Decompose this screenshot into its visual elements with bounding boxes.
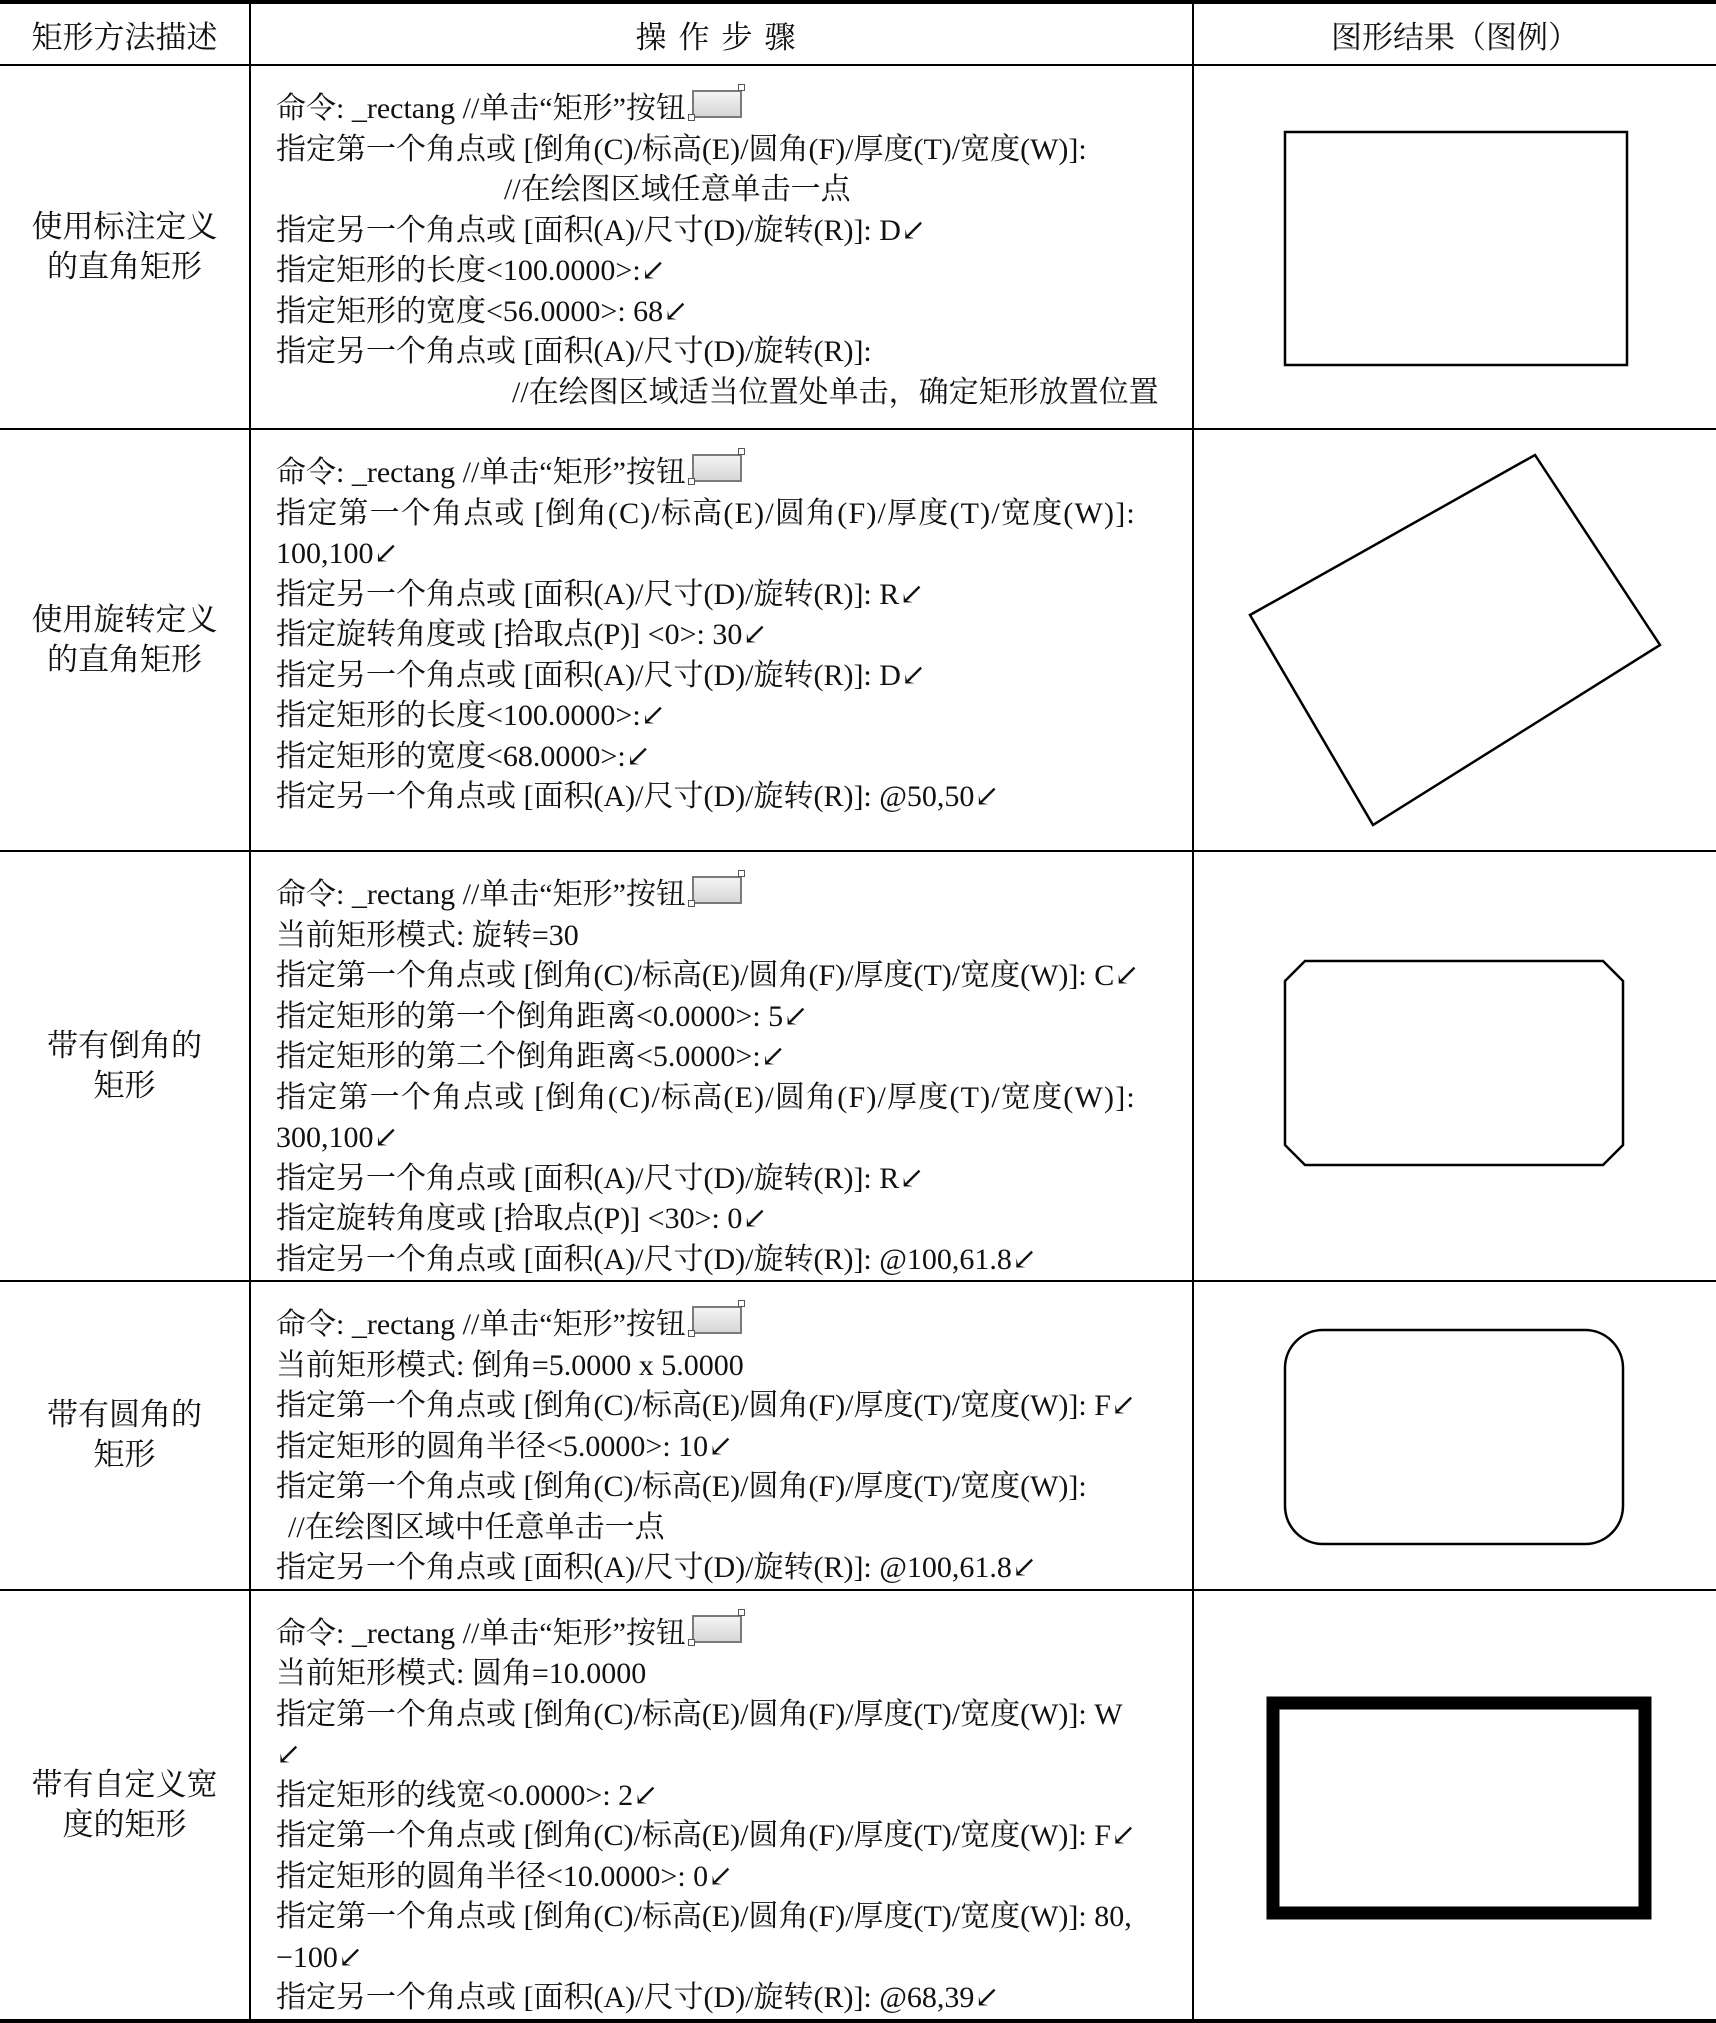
operation-steps bbox=[250, 851, 1193, 1281]
step-line: 指定第一个角点或 [倒角(C)/标高(E)/圆角(F)/厚度(T)/宽度(W)]: bbox=[276, 496, 1136, 530]
step-line: 指定矩形的线宽<0.0000>: 2↙ bbox=[276, 1778, 659, 1812]
rectangle-button-icon bbox=[688, 1609, 746, 1645]
step-line: 指定另一个角点或 [面积(A)/尺寸(D)/旋转(R)]: @68,39↙ bbox=[276, 1981, 1000, 2014]
table-row bbox=[0, 851, 1716, 1281]
step-line: 命令: _rectang //单击“矩形”按钮 bbox=[276, 448, 1192, 494]
step-line: //在绘图区域中任意单击一点 bbox=[288, 1510, 665, 1544]
rectangle-button-icon bbox=[688, 448, 746, 484]
desc-line: 矩形 bbox=[93, 1068, 156, 1103]
step-line: 指定另一个角点或 [面积(A)/尺寸(D)/旋转(R)]: @100,61.8↙ bbox=[276, 1551, 1038, 1584]
step-line: −100↙ bbox=[276, 1940, 364, 1974]
rounded-rectangle-icon bbox=[1275, 1320, 1635, 1550]
step-line: 指定第一个角点或 [倒角(C)/标高(E)/圆角(F)/厚度(T)/宽度(W)]: bbox=[276, 1080, 1136, 1114]
step-line: 指定另一个角点或 [面积(A)/尺寸(D)/旋转(R)]: @100,61.8↙ bbox=[276, 1242, 1038, 1276]
table-row bbox=[0, 429, 1716, 851]
step-line: 300,100↙ bbox=[276, 1121, 399, 1154]
step-line: 命令: _rectang //单击“矩形”按钮 bbox=[276, 1609, 1192, 1655]
desc-line: 使用旋转定义 bbox=[31, 602, 218, 637]
step-line: 指定另一个角点或 [面积(A)/尺寸(D)/旋转(R)]: R↙ bbox=[276, 577, 925, 611]
step-line: 100,100↙ bbox=[276, 537, 399, 570]
step-line: 指定第一个角点或 [倒角(C)/标高(E)/圆角(F)/厚度(T)/宽度(W)]: bbox=[276, 132, 1087, 166]
table-row bbox=[0, 1590, 1716, 2021]
step-line: 指定第一个角点或 [倒角(C)/标高(E)/圆角(F)/厚度(T)/宽度(W)]: 80, bbox=[276, 1900, 1132, 1933]
desc-line: 的直角矩形 bbox=[47, 642, 202, 677]
step-line: 指定第一个角点或 [倒角(C)/标高(E)/圆角(F)/厚度(T)/宽度(W)]: W bbox=[276, 1697, 1123, 1731]
result-figure bbox=[1193, 1590, 1716, 2021]
method-description bbox=[0, 1590, 250, 2021]
step-line: 当前矩形模式: 旋转=30 bbox=[276, 918, 579, 952]
desc-line: 带有倒角的 bbox=[47, 1028, 202, 1063]
result-figure bbox=[1193, 1281, 1716, 1590]
result-figure bbox=[1193, 851, 1716, 1281]
step-line: 指定第一个角点或 [倒角(C)/标高(E)/圆角(F)/厚度(T)/宽度(W)]: bbox=[276, 1470, 1087, 1503]
step-line: 指定第一个角点或 [倒角(C)/标高(E)/圆角(F)/厚度(T)/宽度(W)]: F↙ bbox=[276, 1819, 1137, 1852]
method-description bbox=[0, 851, 250, 1281]
step-line: 指定矩形的圆角半径<5.0000>: 10↙ bbox=[276, 1429, 734, 1463]
desc-line: 带有圆角的 bbox=[47, 1397, 202, 1433]
rectangle-button-icon bbox=[688, 1300, 746, 1336]
operation-steps bbox=[250, 1590, 1193, 2021]
step-line: ↙ bbox=[276, 1738, 302, 1771]
header-method: 矩形方法描述 bbox=[0, 2, 250, 65]
operation-steps bbox=[250, 65, 1193, 429]
rectangle-button-icon bbox=[688, 84, 746, 120]
step-line: 指定另一个角点或 [面积(A)/尺寸(D)/旋转(R)]: bbox=[276, 335, 872, 368]
rectangle-button-icon bbox=[688, 870, 746, 906]
step-line: 指定第一个角点或 [倒角(C)/标高(E)/圆角(F)/厚度(T)/宽度(W)]: F↙ bbox=[276, 1389, 1137, 1422]
operation-steps bbox=[250, 1281, 1193, 1590]
result-figure bbox=[1193, 429, 1716, 851]
step-line: 当前矩形模式: 倒角=5.0000 x 5.0000 bbox=[276, 1348, 744, 1382]
step-line: 指定另一个角点或 [面积(A)/尺寸(D)/旋转(R)]: @50,50↙ bbox=[276, 780, 1000, 813]
step-line: 指定矩形的圆角半径<10.0000>: 0↙ bbox=[276, 1859, 734, 1893]
step-line: 指定矩形的长度<100.0000>:↙ bbox=[276, 699, 666, 732]
chamfered-rectangle-icon bbox=[1275, 951, 1635, 1181]
step-line: 指定另一个角点或 [面积(A)/尺寸(D)/旋转(R)]: D↙ bbox=[276, 658, 927, 692]
method-description bbox=[0, 65, 250, 429]
step-line: 指定矩形的第一个倒角距离<0.0000>: 5↙ bbox=[276, 999, 809, 1033]
step-line: 指定矩形的长度<100.0000>:↙ bbox=[276, 254, 666, 287]
plain-rectangle-icon bbox=[1275, 122, 1635, 372]
step-line: 指定旋转角度或 [拾取点(P)] <30>: 0↙ bbox=[276, 1202, 768, 1235]
table-row bbox=[0, 1281, 1716, 1590]
operation-steps bbox=[250, 429, 1193, 851]
step-line: //在绘图区域适当位置处单击，确定矩形放置位置 bbox=[512, 375, 1159, 409]
step-line: 当前矩形模式: 圆角=10.0000 bbox=[276, 1657, 647, 1690]
thick-rectangle-icon bbox=[1255, 1685, 1655, 1925]
header-steps: 操作步骤 bbox=[250, 2, 1193, 65]
table-row bbox=[0, 65, 1716, 429]
step-line: 指定矩形的宽度<68.0000>:↙ bbox=[276, 739, 651, 773]
desc-line: 度的矩形 bbox=[62, 1806, 187, 1842]
step-line: 指定第一个角点或 [倒角(C)/标高(E)/圆角(F)/厚度(T)/宽度(W)]: C↙ bbox=[276, 959, 1140, 992]
step-line: 指定旋转角度或 [拾取点(P)] <0>: 30↙ bbox=[276, 618, 768, 651]
step-line: 命令: _rectang //单击“矩形”按钮 bbox=[276, 870, 1192, 916]
step-line: 指定矩形的宽度<56.0000>: 68↙ bbox=[276, 294, 689, 328]
rotated-rectangle-icon bbox=[1235, 440, 1675, 840]
result-figure bbox=[1193, 65, 1716, 429]
step-line: 命令: _rectang //单击“矩形”按钮 bbox=[276, 84, 1192, 130]
step-line: //在绘图区域任意单击一点 bbox=[504, 173, 851, 206]
desc-line: 带有自定义宽 bbox=[31, 1766, 218, 1802]
header-result: 图形结果（图例） bbox=[1193, 2, 1716, 65]
desc-line: 使用标注定义 bbox=[31, 209, 218, 244]
desc-line: 矩形 bbox=[93, 1437, 156, 1473]
method-description bbox=[0, 429, 250, 851]
step-line: 指定矩形的第二个倒角距离<5.0000>:↙ bbox=[276, 1040, 786, 1073]
method-description bbox=[0, 1281, 250, 1590]
step-line: 命令: _rectang //单击“矩形”按钮 bbox=[276, 1300, 1192, 1346]
step-line: 指定另一个角点或 [面积(A)/尺寸(D)/旋转(R)]: D↙ bbox=[276, 213, 927, 247]
step-line: 指定另一个角点或 [面积(A)/尺寸(D)/旋转(R)]: R↙ bbox=[276, 1161, 925, 1195]
desc-line: 的直角矩形 bbox=[47, 249, 202, 284]
header-row bbox=[0, 2, 1716, 65]
